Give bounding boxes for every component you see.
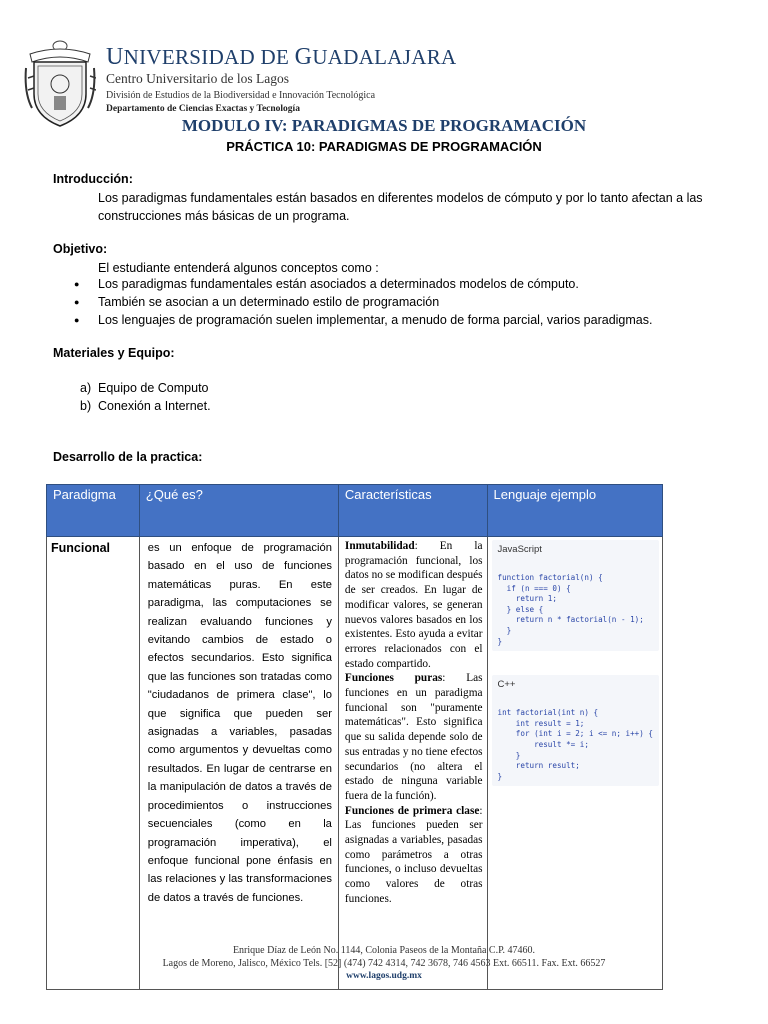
list-marker: b)	[80, 399, 92, 413]
code-block	[498, 573, 653, 647]
characteristic-term: Funciones de primera clase	[344, 804, 480, 817]
column-header-paradigm: Paradigma	[47, 485, 140, 537]
code-line: }	[497, 750, 521, 760]
characteristic-text: : En la programación funcional, los datos no se modifican después de ser creados. En lugar de modificar valores, se generan nuevos valores basados en los existentes. Esto ayuda a evitar errores relacionados con el estado compartido.	[344, 540, 483, 670]
list-item-text: Conexión a Internet.	[98, 399, 211, 413]
objective-list	[74, 275, 652, 329]
university-name: UNIVERSIDAD DE GUADALAJARA	[106, 44, 457, 70]
code-line: }	[497, 771, 503, 781]
list-item	[80, 397, 211, 415]
list-item: ● Los paradigmas fundamentales están asociados a determinados modelos de cómputo.	[74, 275, 652, 293]
materials-list	[80, 379, 211, 415]
code-language-label: JavaScript	[497, 544, 542, 555]
code-line: return n * factorial(n - 1);	[497, 615, 644, 625]
code-line: if (n === 0) {	[497, 583, 571, 593]
code-line: for (int i = 2; i <= n; i++) {	[497, 729, 653, 739]
code-line: function factorial(n) {	[497, 573, 603, 582]
code-snippet-cpp	[492, 675, 659, 786]
characteristic-term: Funciones puras	[344, 672, 443, 685]
code-line: }	[497, 636, 503, 646]
list-item	[80, 379, 211, 397]
footer-website-link[interactable]: www.lagos.udg.mx	[346, 971, 422, 981]
footer-contact: Lagos de Moreno, Jalisco, México Tels. [52] (474) 742 4314, 742 3678, 746 4563 Ext. 66511. Fax. Ext. 66527	[162, 958, 606, 969]
paradigm-table	[46, 484, 663, 990]
intro-text: Los paradigmas fundamentales están basados en diferentes modelos de cómputo y por lo tanto afectan a las construcciones más básicas de un programa.	[98, 191, 703, 223]
list-marker: a)	[80, 381, 92, 395]
column-header-characteristics: Características	[338, 485, 487, 537]
paradigm-name-cell: Funcional	[47, 537, 140, 990]
code-snippet-javascript	[492, 540, 659, 651]
table-row	[47, 537, 663, 990]
objective-lead: El estudiante entenderá algunos conceptos como :	[98, 261, 379, 275]
characteristic-text: : Las funciones pueden ser asignadas a variables, pasadas como parámetros a otras funciones, o incluso devueltas como valores de otras funciones.	[344, 804, 483, 905]
code-language-label: C++	[497, 679, 516, 691]
list-item: ● Los lenguajes de programación suelen implementar, a menudo de forma parcial, varios paradigmas.	[74, 311, 652, 329]
column-header-what: ¿Qué es?	[139, 485, 338, 537]
module-title: MODULO IV: PARADIGMAS DE PROGRAMACIÓN	[181, 116, 587, 135]
footer-address: Enrique Díaz de León No. 1144, Colonia Paseos de la Montaña C.P. 47460.	[232, 945, 536, 956]
development-heading: Desarrollo de la practica:	[53, 450, 203, 464]
practice-title: PRÁCTICA 10: PARADIGMAS DE PROGRAMACIÓN	[226, 139, 542, 154]
characteristic-term: Inmutabilidad	[344, 540, 415, 552]
code-line: int result = 1;	[497, 718, 585, 728]
campus-name: Centro Universitario de los Lagos	[106, 71, 289, 86]
list-item: ● También se asocian a un determinado estilo de programación	[74, 293, 652, 311]
characteristics-cell	[338, 537, 487, 990]
code-block	[498, 708, 653, 782]
code-line: int factorial(int n) {	[497, 708, 599, 718]
code-line: result *= i;	[497, 739, 589, 749]
code-line: }	[497, 625, 512, 635]
characteristic-text: : Las funciones en un paradigma funcional son "puramente matemáticas". Esto significa que su salida depende solo de sus entradas y no tiene efectos secundarios (no altera el estado de ninguna variable fuera de la función).	[344, 672, 483, 802]
column-header-example-language: Lenguaje ejemplo	[487, 485, 662, 537]
characteristic-item	[345, 539, 483, 671]
definition-cell	[139, 537, 338, 990]
code-line: return result;	[497, 761, 580, 771]
division-name: División de Estudios de la Biodiversidad e Innovación Tecnológica	[106, 90, 376, 101]
table-header-row	[47, 485, 663, 537]
objective-heading: Objetivo:	[53, 242, 108, 256]
list-item-text: Equipo de Computo	[98, 381, 209, 395]
intro-heading: Introducción:	[53, 172, 133, 186]
characteristic-item	[345, 804, 483, 907]
code-line: } else {	[497, 604, 544, 614]
code-line: return 1;	[497, 594, 557, 604]
materials-heading: Materiales y Equipo:	[53, 346, 175, 360]
characteristic-item	[345, 671, 483, 803]
department-name: Departamento de Ciencias Exactas y Tecnología	[106, 104, 300, 114]
example-code-cell	[487, 537, 662, 990]
definition-text: es un enfoque de programación basado en el uso de funciones matemáticas puras. En este paradigma, las computaciones se realizan evaluando funciones y evitando cambios de estado o efectos secundarios. Esto significa que las funciones son tratadas como "ciudadanos de primera clase", lo que significa que pueden ser asignadas a variables, pasadas como argumentos y devueltas como resultados. En lugar de centrarse en la manipulación de datos a través de procedimientos o instrucciones secuenciales (como en la programación imperativa), el enfoque funcional pone énfasis en las relaciones y las transformaciones de datos a través de funciones.	[147, 542, 332, 904]
